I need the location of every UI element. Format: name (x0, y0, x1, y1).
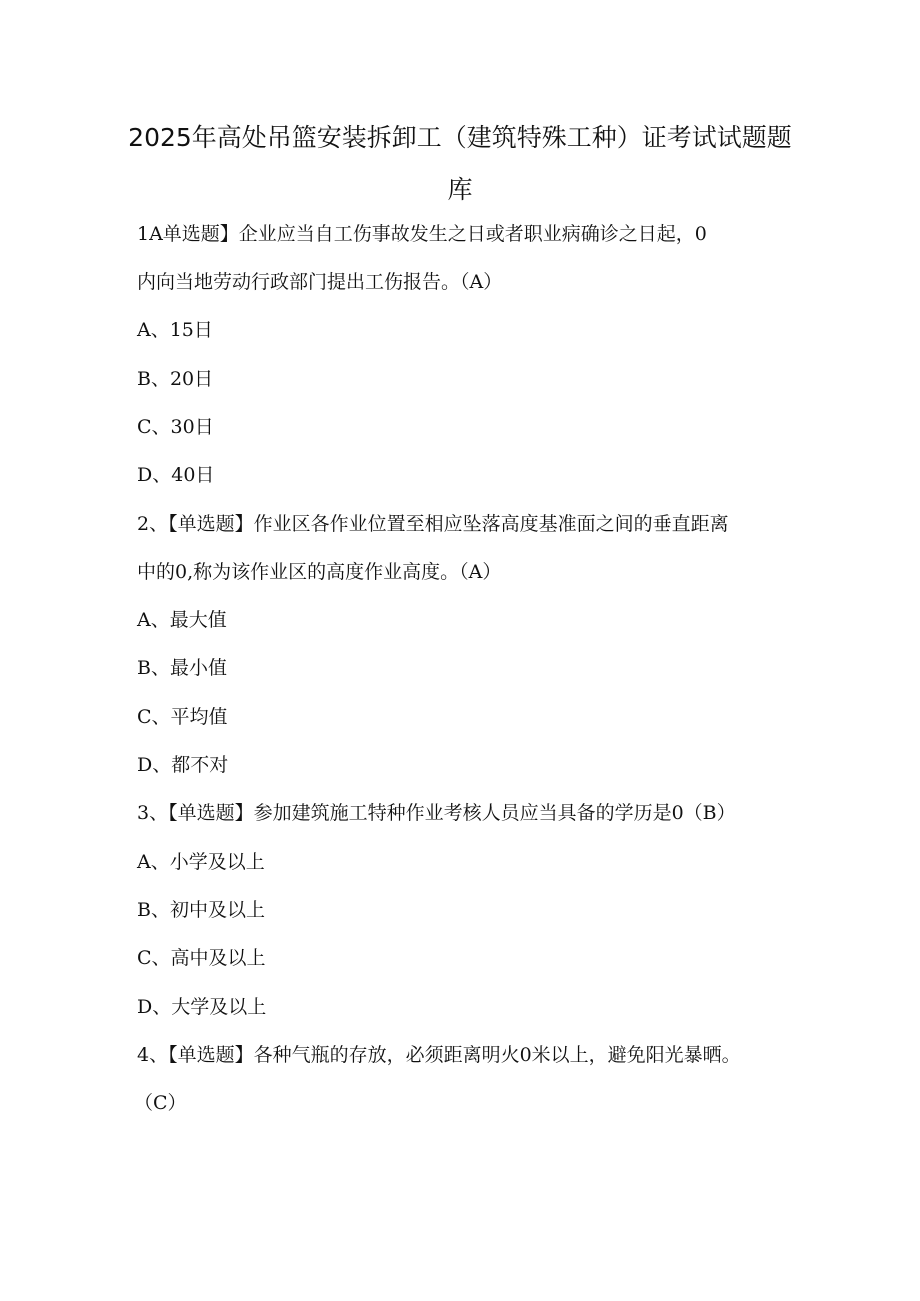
question-2-stem-line-2: 中的0,称为该作业区的高度作业高度。（A） (137, 561, 502, 583)
document-title-line-2: 库 (447, 175, 473, 204)
question-2-option-c: C、平均值 (137, 706, 228, 728)
question-3-option-b: B、初中及以上 (137, 899, 265, 921)
question-4-stem-line-2: （C） (134, 1092, 187, 1114)
document-title-line-1: 2025年高处吊篮安装拆卸工（建筑特殊工种）证考试试题题 (128, 123, 792, 152)
question-1-option-c: C、30日 (137, 416, 214, 438)
question-3-stem-line-1: 3、【单选题】参加建筑施工特种作业考核人员应当具备的学历是0（B） (137, 802, 736, 824)
question-2-option-a: A、最大值 (137, 609, 227, 631)
question-1-option-d: D、40日 (137, 464, 215, 486)
question-2-option-b: B、最小值 (137, 657, 227, 679)
question-1-option-a: A、15日 (137, 319, 213, 341)
question-3-option-d: D、大学及以上 (137, 996, 267, 1018)
question-2-option-d: D、都不对 (137, 754, 229, 776)
question-3-option-a: A、小学及以上 (137, 851, 265, 873)
question-3-option-c: C、高中及以上 (137, 947, 266, 969)
question-1-stem-line-1: 1A单选题】企业应当自工伤事故发生之日或者职业病确诊之日起，0 (137, 223, 707, 245)
question-4-stem-line-1: 4、【单选题】各种气瓶的存放，必须距离明火0米以上，避免阳光暴晒。 (137, 1044, 741, 1066)
question-1-stem-line-2: 内向当地劳动行政部门提出工伤报告。（A） (137, 271, 503, 293)
question-2-stem-line-1: 2、【单选题】作业区各作业位置至相应坠落高度基准面之间的垂直距离 (137, 513, 729, 535)
question-1-option-b: B、20日 (137, 368, 214, 390)
